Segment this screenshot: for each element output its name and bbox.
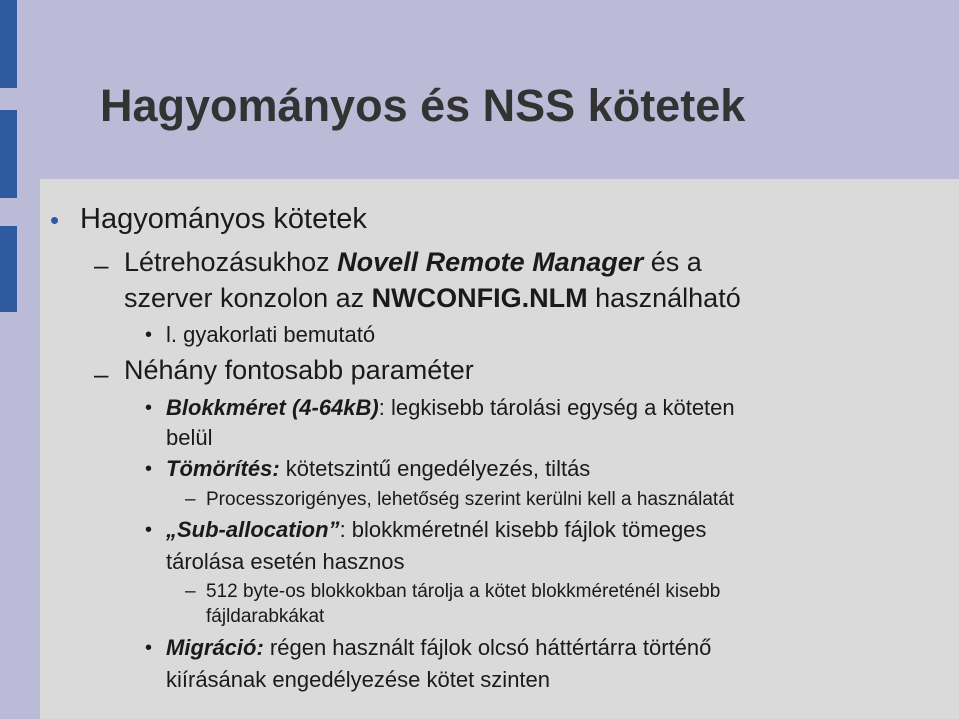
dash-icon: –	[185, 581, 196, 602]
bullet-icon: •	[50, 205, 60, 235]
slide-title: Hagyományos és NSS kötetek	[100, 80, 746, 131]
accent-bar-middle	[0, 110, 17, 198]
item-gyakorlati-bemutato: l. gyakorlati bemutató	[166, 322, 376, 347]
bullet-icon: •	[145, 324, 153, 346]
bullet-icon: •	[145, 458, 153, 480]
accent-bar-top	[0, 0, 17, 88]
param-blokkmeret-line1: Blokkméret (4-64kB): legkisebb tárolási egység a köteten	[166, 395, 735, 420]
item-fontosabb-parameter: Néhány fontosabb paraméter	[124, 355, 474, 385]
item-512-byte-line2: fájldarabkákat	[206, 606, 325, 627]
dash-icon: –	[94, 359, 109, 389]
param-blokkmeret-line2: belül	[166, 425, 213, 450]
bullet-icon: •	[145, 637, 153, 659]
dash-icon: –	[94, 250, 109, 280]
bullet-icon: •	[145, 519, 153, 541]
param-migracio-line2: kiírásának engedélyezése kötet szinten	[166, 667, 551, 692]
item-512-byte-line1: 512 byte-os blokkokban tárolja a kötet blokkméreténél kisebb	[206, 581, 721, 602]
param-tomorites: Tömörítés: kötetszintű engedélyezés, tiltás	[166, 456, 591, 481]
param-migracio-line1: Migráció: régen használt fájlok olcsó háttértárra történő	[166, 635, 712, 660]
item-letrehozas-line2: szerver konzolon az NWCONFIG.NLM használható	[124, 283, 741, 313]
item-letrehozas-line1: Létrehozásukhoz Novell Remote Manager és a	[124, 247, 702, 277]
dash-icon: –	[185, 489, 196, 510]
param-sub-allocation-line1: „Sub-allocation”: blokkméretnél kisebb fájlok tömeges	[166, 517, 707, 542]
param-sub-allocation-line2: tárolása esetén hasznos	[166, 549, 405, 574]
accent-bar-bottom	[0, 226, 17, 312]
bullet-icon: •	[145, 397, 153, 419]
item-processzorigenyes: Processzorigényes, lehetőség szerint kerülni kell a használatát	[206, 489, 735, 510]
bullet-hagyomanyos-kotetek: Hagyományos kötetek	[80, 203, 367, 235]
